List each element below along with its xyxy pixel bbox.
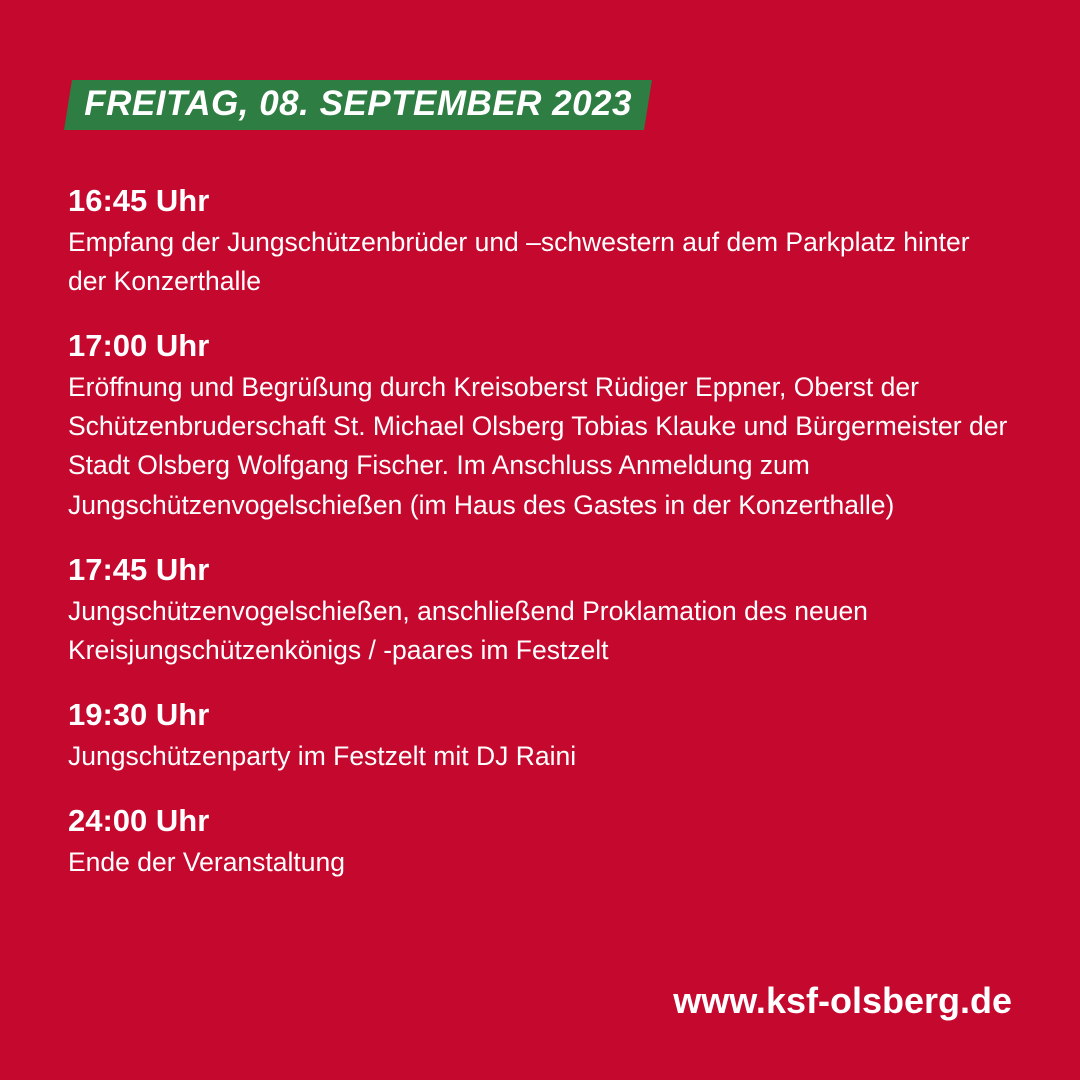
list-item <box>68 551 1018 670</box>
date-banner-label: FREITAG, 08. SEPTEMBER 2023 <box>84 84 632 123</box>
list-item <box>68 182 1018 301</box>
schedule-entry-time: 16:45 Uhr <box>68 183 210 218</box>
schedule-entry-description: Empfang der Jungschützenbrüder und –schwestern auf dem Parkplatz hinter der Konzerthalle <box>68 226 970 296</box>
schedule-entry-time: 17:00 Uhr <box>68 328 210 364</box>
schedule-entry-description: Eröffnung und Begrüßung durch Kreisoberst Rüdiger Eppner, Oberst der Schützenbruderschaft St. Michael Olsberg Tobias Klauke und Bürgermeister der Stadt Olsberg Wolfgang Fischer. Im Anschluss Anmeldung zum Jungschützenvogelschießen (im Haus des Gastes in der Konzerthalle) <box>68 371 1008 520</box>
date-banner <box>64 80 652 130</box>
list-item <box>68 802 1018 882</box>
list-item <box>68 327 1018 525</box>
schedule-entry-time: 19:30 Uhr <box>68 697 210 732</box>
schedule-entry-description: Jungschützenparty im Festzelt mit DJ Raini <box>68 740 577 771</box>
schedule-entry-time: 24:00 Uhr <box>68 802 210 838</box>
website-url: www.ksf-olsberg.de <box>673 980 1012 1021</box>
list-item <box>68 696 1018 776</box>
schedule-entry-time: 17:45 Uhr <box>68 551 210 587</box>
schedule-entry-description: Jungschützenvogelschießen, anschließend Proklamation des neuen Kreisjungschützenkönigs / -paares im Festzelt <box>68 595 868 665</box>
schedule-entry-description: Ende der Veranstaltung <box>68 846 345 877</box>
schedule-list <box>68 182 1018 908</box>
